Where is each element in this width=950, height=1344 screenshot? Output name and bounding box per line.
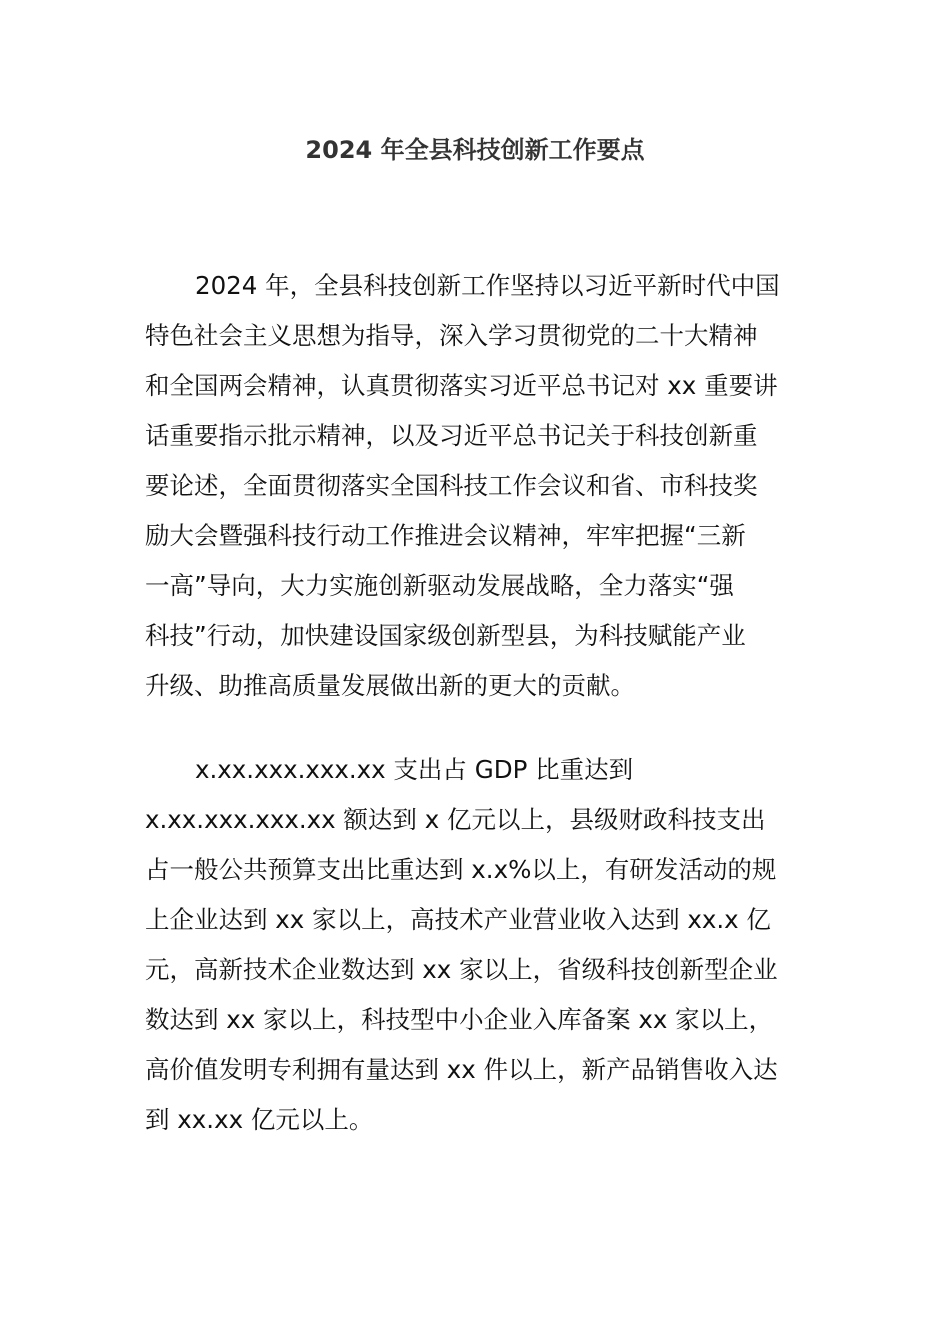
paragraph-line: 到 xx.xx 亿元以上。	[145, 1105, 374, 1134]
paragraph-line: x.xx.xxx.xxx.xx 支出占 GDP 比重达到	[195, 755, 634, 784]
paragraph-overview	[145, 261, 805, 711]
paragraph-line: 要论述，全面贯彻落实全国科技工作会议和省、市科技奖	[145, 471, 758, 500]
paragraph-line: 和全国两会精神，认真贯彻落实习近平总书记对 xx 重要讲	[145, 371, 778, 400]
paragraph-targets	[145, 745, 805, 1145]
paragraph-line: x.xx.xxx.xxx.xx 额达到 x 亿元以上，县级财政科技支出	[145, 805, 766, 834]
paragraph-line: 占一般公共预算支出比重达到 x.x%以上，有研发活动的规	[145, 855, 777, 884]
paragraph-line: 数达到 xx 家以上，科技型中小企业入库备案 xx 家以上，	[145, 1005, 774, 1034]
paragraph-line: 话重要指示批示精神，以及习近平总书记关于科技创新重	[145, 421, 758, 450]
document-title: 2024 年全县科技创新工作要点	[305, 136, 645, 164]
paragraph-line: 励大会暨强科技行动工作推进会议精神，牢牢把握“三新	[145, 521, 746, 550]
paragraph-line: 科技”行动，加快建设国家级创新型县，为科技赋能产业	[145, 621, 746, 650]
paragraph-line: 升级、助推高质量发展做出新的更大的贡献。	[145, 671, 635, 700]
paragraph-line: 元，高新技术企业数达到 xx 家以上，省级科技创新型企业	[145, 955, 778, 984]
paragraph-line: 特色社会主义思想为指导，深入学习贯彻党的二十大精神	[145, 321, 758, 350]
paragraph-line: 2024 年，全县科技创新工作坚持以习近平新时代中国	[195, 271, 780, 300]
paragraph-line: 一高”导向，大力实施创新驱动发展战略，全力落实“强	[145, 571, 734, 600]
paragraph-line: 高价值发明专利拥有量达到 xx 件以上，新产品销售收入达	[145, 1055, 778, 1084]
paragraph-line: 上企业达到 xx 家以上，高技术产业营业收入达到 xx.x 亿	[145, 905, 771, 934]
